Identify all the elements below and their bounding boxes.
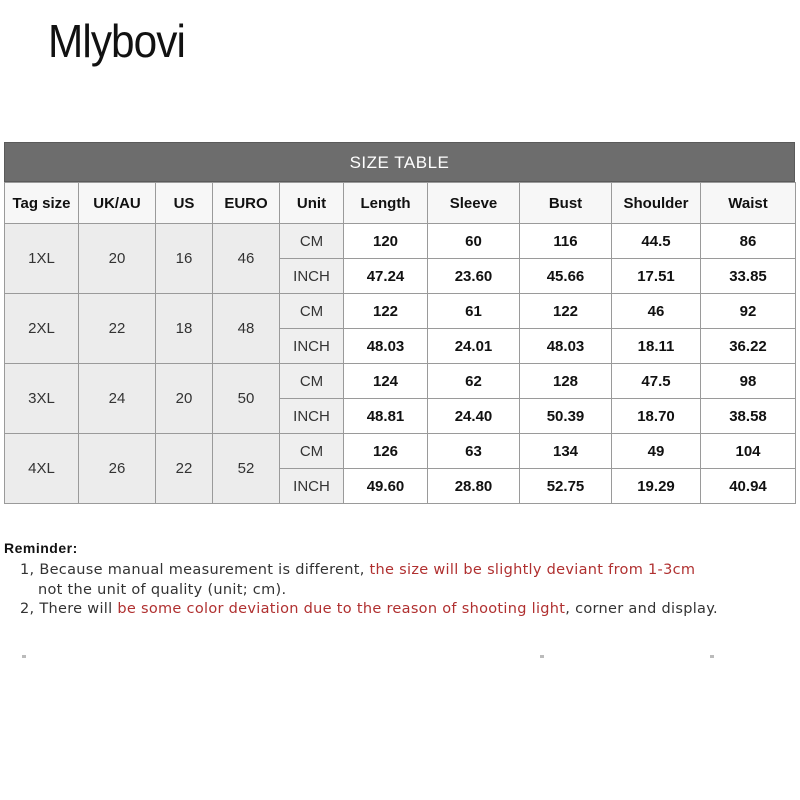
length-cell: 122: [344, 294, 428, 329]
bust-cell: 50.39: [520, 399, 612, 434]
reminder-line-2-end: , corner and display.: [565, 601, 718, 617]
sleeve-cell: 23.60: [428, 259, 520, 294]
size-row-cm: [5, 224, 796, 259]
size-row-cm: [5, 364, 796, 399]
reminder-section: [4, 540, 78, 556]
size-table: [4, 142, 795, 504]
reminder-line-1-text: 1, Because manual measurement is different,: [20, 562, 370, 578]
shoulder-cell: 44.5: [612, 224, 701, 259]
bust-cell: 48.03: [520, 329, 612, 364]
euro-cell: 50: [213, 364, 280, 434]
us-cell: 22: [156, 434, 213, 504]
scan-artifact: [540, 655, 544, 658]
sleeve-cell: 24.40: [428, 399, 520, 434]
uk-au-cell: 26: [79, 434, 156, 504]
euro-cell: 46: [213, 224, 280, 294]
brand-logo: Mlybovi: [48, 15, 186, 67]
column-header: Bust: [520, 183, 612, 224]
header-row: [5, 183, 796, 224]
waist-cell: 104: [701, 434, 796, 469]
shoulder-cell: 46: [612, 294, 701, 329]
reminder-line-1-highlight: the size will be slightly deviant from 1-3cm: [369, 562, 696, 578]
sleeve-cell: 60: [428, 224, 520, 259]
uk-au-cell: 24: [79, 364, 156, 434]
bust-cell: 52.75: [520, 469, 612, 504]
sleeve-cell: 62: [428, 364, 520, 399]
reminder-line-2-highlight: be some color deviation due to the reason of shooting light: [117, 601, 566, 617]
shoulder-cell: 19.29: [612, 469, 701, 504]
waist-cell: 36.22: [701, 329, 796, 364]
size-row-cm: [5, 294, 796, 329]
reminder-heading: Reminder:: [4, 540, 78, 556]
waist-cell: 86: [701, 224, 796, 259]
bust-cell: 122: [520, 294, 612, 329]
column-header: US: [156, 183, 213, 224]
reminder-line-1-cont: not the unit of quality (unit; cm).: [38, 582, 287, 598]
column-header: Shoulder: [612, 183, 701, 224]
reminder-line-2-text: 2, There will: [20, 601, 118, 617]
reminder-line-1: [20, 562, 695, 578]
size-rows: [5, 224, 796, 504]
size-table-title: SIZE TABLE: [4, 142, 795, 182]
column-header: UK/AU: [79, 183, 156, 224]
length-cell: 120: [344, 224, 428, 259]
unit-cell: INCH: [280, 259, 344, 294]
shoulder-cell: 49: [612, 434, 701, 469]
length-cell: 47.24: [344, 259, 428, 294]
shoulder-cell: 47.5: [612, 364, 701, 399]
bust-cell: 45.66: [520, 259, 612, 294]
length-cell: 48.03: [344, 329, 428, 364]
shoulder-cell: 18.11: [612, 329, 701, 364]
length-cell: 48.81: [344, 399, 428, 434]
reminder-line-2: [20, 601, 718, 617]
waist-cell: 92: [701, 294, 796, 329]
unit-cell: CM: [280, 364, 344, 399]
column-header: Length: [344, 183, 428, 224]
unit-cell: CM: [280, 224, 344, 259]
size-row-cm: [5, 434, 796, 469]
scan-artifact: [710, 655, 714, 658]
unit-cell: INCH: [280, 469, 344, 504]
euro-cell: 52: [213, 434, 280, 504]
tag-size-cell: 4XL: [5, 434, 79, 504]
waist-cell: 33.85: [701, 259, 796, 294]
length-cell: 124: [344, 364, 428, 399]
scan-artifact: [22, 655, 26, 658]
column-header: EURO: [213, 183, 280, 224]
waist-cell: 98: [701, 364, 796, 399]
column-header: Unit: [280, 183, 344, 224]
column-header: Waist: [701, 183, 796, 224]
us-cell: 16: [156, 224, 213, 294]
us-cell: 20: [156, 364, 213, 434]
shoulder-cell: 18.70: [612, 399, 701, 434]
unit-cell: CM: [280, 294, 344, 329]
sleeve-cell: 24.01: [428, 329, 520, 364]
us-cell: 18: [156, 294, 213, 364]
bust-cell: 128: [520, 364, 612, 399]
euro-cell: 48: [213, 294, 280, 364]
column-header: Sleeve: [428, 183, 520, 224]
size-grid: [4, 182, 796, 504]
tag-size-cell: 1XL: [5, 224, 79, 294]
length-cell: 49.60: [344, 469, 428, 504]
bust-cell: 134: [520, 434, 612, 469]
shoulder-cell: 17.51: [612, 259, 701, 294]
length-cell: 126: [344, 434, 428, 469]
waist-cell: 40.94: [701, 469, 796, 504]
tag-size-cell: 3XL: [5, 364, 79, 434]
tag-size-cell: 2XL: [5, 294, 79, 364]
bust-cell: 116: [520, 224, 612, 259]
unit-cell: INCH: [280, 399, 344, 434]
sleeve-cell: 61: [428, 294, 520, 329]
column-header: Tag size: [5, 183, 79, 224]
unit-cell: CM: [280, 434, 344, 469]
waist-cell: 38.58: [701, 399, 796, 434]
unit-cell: INCH: [280, 329, 344, 364]
uk-au-cell: 20: [79, 224, 156, 294]
sleeve-cell: 28.80: [428, 469, 520, 504]
sleeve-cell: 63: [428, 434, 520, 469]
uk-au-cell: 22: [79, 294, 156, 364]
